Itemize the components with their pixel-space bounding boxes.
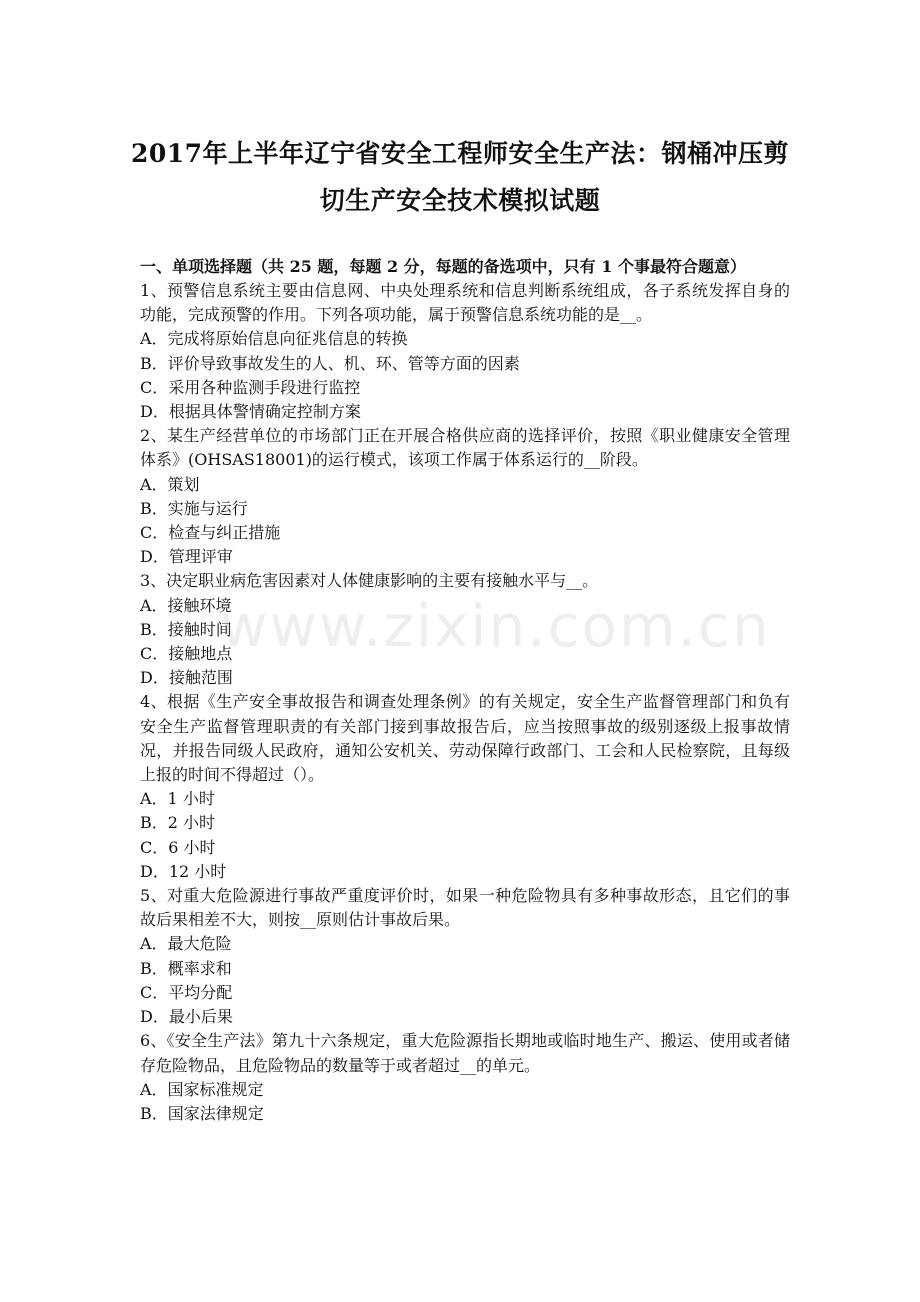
question-option: B．接触时间: [140, 619, 232, 639]
document-title-line-2: 切生产安全技术模拟试题: [319, 186, 601, 215]
question-stem: 6、《安全生产法》第九十六条规定，重大危险源指长期地或临时地生产、搬运、使用或者储存危险物品，且危险物品的数量等于或者超过__的单元。: [140, 1031, 790, 1075]
document-body: [140, 255, 790, 1126]
question-option: C．检查与纠正措施: [140, 523, 281, 543]
question-option: A．1 小时: [140, 789, 215, 809]
question-stem: 5、对重大危险源进行事故严重度评价时，如果一种危险物具有多种事故形态，且它们的事故后果相差不大，则按__原则估计事故后果。: [140, 886, 790, 930]
question-option: A．接触环境: [140, 595, 232, 615]
question-option: C．6 小时: [140, 837, 216, 857]
watermark: www.zixin.com.cn: [220, 592, 771, 660]
question-stem: 3、决定职业病危害因素对人体健康影响的主要有接触水平与__。: [140, 571, 599, 591]
question-option: B．国家法律规定: [140, 1103, 264, 1123]
question-option: C．采用各种监测手段进行监控: [140, 377, 361, 397]
question-option: B．实施与运行: [140, 498, 248, 518]
question-option: C．接触地点: [140, 644, 233, 664]
question-stem: 4、根据《生产安全事故报告和调查处理条例》的有关规定，安全生产监督管理部门和负有安全生产监督管理职责的有关部门接到事故报告后，应当按照事故的级别逐级上报事故情况，并报告同级人民政府，通知公安机关、劳动保障行政部门、工会和人民检察院，且每级上报的时间不得超过（）。: [140, 692, 790, 785]
question-option: D．根据具体警情确定控制方案: [140, 402, 361, 422]
question-option: A．完成将原始信息向征兆信息的转换: [140, 329, 408, 349]
section-heading: 一、单项选择题（共 25 题，每题 2 分，每题的备选项中，只有 1 个事最符合题意）: [140, 257, 746, 276]
question-option: B．概率求和: [140, 958, 232, 978]
document-title-line-1: 2017年上半年辽宁省安全工程师安全生产法：钢桶冲压剪: [130, 139, 790, 168]
question-option: A．国家标准规定: [140, 1079, 264, 1099]
question-stem: 2、某生产经营单位的市场部门正在开展合格供应商的选择评价，按照《职业健康安全管理体系》(OHSAS18001)的运行模式，该项工作属于体系运行的__阶段。: [140, 426, 790, 470]
question-option: D．管理评审: [140, 547, 233, 567]
question-option: D．12 小时: [140, 861, 227, 881]
question-option: A．策划: [140, 474, 200, 494]
question-option: B．评价导致事故发生的人、机、环、管等方面的因素: [140, 353, 520, 373]
question-option: B．2 小时: [140, 813, 216, 833]
question-stem: 1、预警信息系统主要由信息网、中央处理系统和信息判断系统组成，各子系统发挥自身的功能，完成预警的作用。下列各项功能，属于预警信息系统功能的是__。: [140, 281, 790, 325]
question-option: A．最大危险: [140, 934, 232, 954]
question-option: C．平均分配: [140, 982, 233, 1002]
question-option: D．最小后果: [140, 1007, 233, 1027]
question-option: D．接触范围: [140, 668, 233, 688]
